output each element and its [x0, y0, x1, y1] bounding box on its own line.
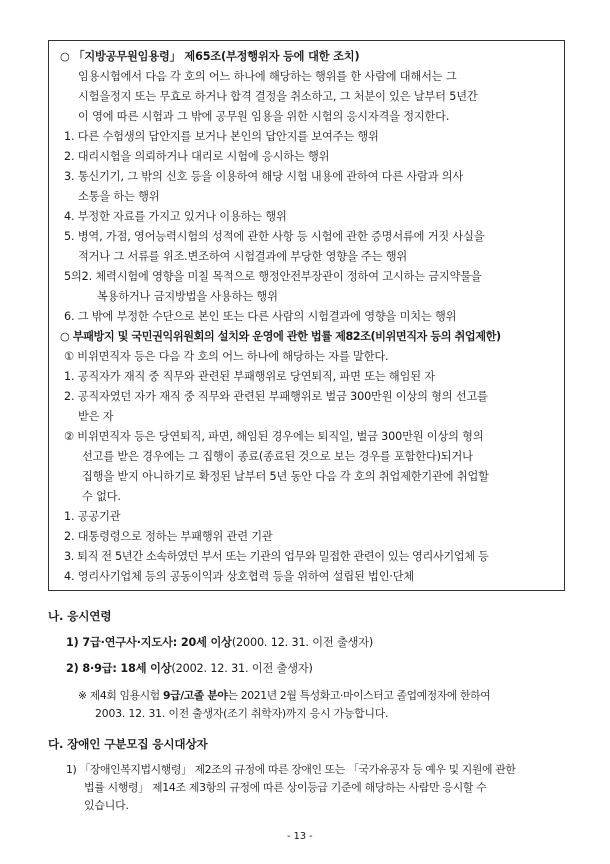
disabled-line: 1) 「장애인복지법시행령」 제2조의 규정에 따른 장애인 또는 「국가유공자 등 예우 및 지원에 관한 — [66, 763, 516, 776]
article-65-intro-line: 임용시험에서 다음 각 호의 어느 하나에 해당하는 행위를 한 사람에 대해서는 그 — [78, 70, 457, 83]
age-item-1-label: 1) 7급·연구사·지도사: 20세 이상 — [66, 636, 232, 649]
disabled-line: 법률 시행령」 제14조 제3항의 규정에 따른 상이등급 기준에 해당하는 사람만 응시할 수 — [84, 781, 487, 794]
article-65-item-continued: 적거나 그 서류를 위조.변조하여 시험결과에 부당한 영향을 주는 행위 — [78, 250, 408, 263]
article-82-title: ○ 부패방지 및 국민권익위원회의 설치와 운영에 관한 법률 제82조(비위면직자 등의 취업제한) — [60, 330, 501, 343]
article-82-line: 1. 공공기관 — [64, 510, 121, 523]
age-note-highlight: 9급/고졸 분야 — [162, 689, 228, 702]
article-65-item: 5. 병역, 가점, 영어능력시험의 성적에 관한 사항 등 시험에 관한 증명서류에 거짓 사실을 — [64, 230, 485, 243]
article-65-item-continued: 소통을 하는 행위 — [78, 190, 160, 203]
age-note-rest: 는 2021년 2월 특성화고·마이스터고 졸업예정자에 한하여 — [227, 689, 491, 702]
article-82-line: 2. 대통령령으로 정하는 부패행위 관련 기관 — [64, 530, 273, 543]
article-82-line: 받은 자 — [78, 410, 114, 423]
article-82-line: 수 없다. — [82, 490, 121, 503]
age-note-line-2: 2003. 12. 31. 이전 출생자(조기 취학자)까지 응시 가능합니다. — [95, 707, 389, 720]
article-82-line: 4. 영리사기업체 등의 공동이익과 상호협력 등을 위하여 설립된 법인·단체 — [64, 570, 415, 583]
article-82-line: 2. 공직자였던 자가 재직 중 직무와 관련된 부패행위로 벌금 300만원 이상의 형의 선고를 — [64, 390, 488, 403]
article-82-line: 집행을 받지 아니하기로 확정된 날부터 5년 동안 다음 각 호의 취업제한기관에 취업할 — [82, 470, 489, 483]
age-item-2-label: 2) 8·9급: 18세 이상 — [66, 662, 172, 675]
age-item-2 — [66, 662, 313, 676]
age-item-1-detail: (2000. 12. 31. 이전 출생자) — [231, 636, 374, 649]
article-82-line: ① 비위면직자 등은 다음 각 호의 어느 하나에 해당하는 자를 말한다. — [64, 350, 389, 363]
article-65-item: 5의2. 체력시험에 영향을 미칠 목적으로 행정안전부장관이 정하여 고시하는 금지약물을 — [64, 270, 482, 283]
article-65-item: 1. 다른 수험생의 답안지를 보거나 본인의 답안지를 보여주는 행위 — [64, 130, 379, 143]
article-82-line: 선고를 받은 경우에는 그 집행이 종료(종료된 것으로 보는 경우를 포함한다)되거나 — [82, 450, 473, 463]
article-65-title: ○ 「지방공무원임용령」 제65조(부정행위자 등에 대한 조치) — [60, 50, 360, 63]
age-item-2-detail: (2002. 12. 31. 이전 출생자) — [171, 662, 313, 675]
disabled-line: 있습니다. — [84, 799, 129, 812]
article-65-intro-line: 이 영에 따른 시험과 그 밖에 공무원 임용을 위한 시험의 응시자격을 정지한다. — [78, 110, 450, 123]
article-82-line: 3. 퇴직 전 5년간 소속하였던 부서 또는 기관의 업무와 밀접한 관련이 있는 영리사기업체 등 — [64, 550, 489, 563]
article-82-line: 1. 공직자가 재직 중 직무와 관련된 부패행위로 당연퇴직, 파면 또는 해임된 자 — [64, 370, 435, 383]
section-heading-disabled: 다. 장애인 구분모집 응시대상자 — [48, 737, 208, 751]
article-65-item: 6. 그 밖에 부정한 수단으로 본인 또는 다른 사람의 시험결과에 영향을 미치는 행위 — [64, 310, 457, 323]
age-item-1 — [66, 636, 373, 650]
article-65-item: 4. 부정한 자료를 가지고 있거나 이용하는 행위 — [64, 210, 287, 223]
article-82-line: ② 비위면직자 등은 당연퇴직, 파면, 해임된 경우에는 퇴직일, 벌금 300만원 이상의 형의 — [64, 430, 484, 443]
section-heading-age: 나. 응시연령 — [48, 609, 112, 623]
article-65-intro-line: 시험을정지 또는 무효로 하거나 합격 결정을 취소하고, 그 처분이 있은 날부터 5년간 — [78, 90, 478, 103]
article-65-item-continued: 복용하거나 금지방법을 사용하는 행위 — [97, 290, 278, 303]
age-note-prefix: ※ 제4회 임용시험 — [78, 689, 163, 702]
article-65-item: 2. 대리시험을 의뢰하거나 대리로 시험에 응시하는 행위 — [64, 150, 330, 163]
page-number: - 13 - — [287, 831, 313, 842]
article-65-item: 3. 통신기기, 그 밖의 신호 등을 이용하여 해당 시험 내용에 관하여 다른 사람과 의사 — [64, 170, 464, 183]
age-note — [78, 689, 490, 703]
